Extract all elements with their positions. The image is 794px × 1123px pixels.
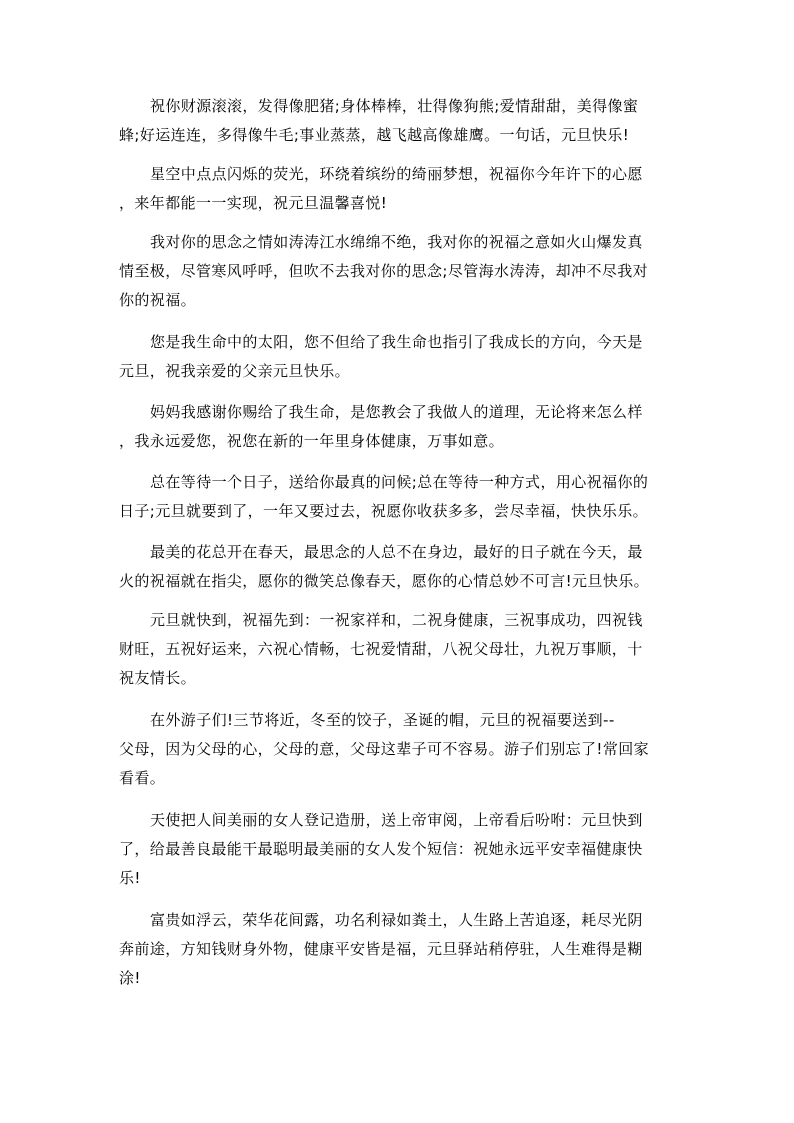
text-line: ，来年都能一一实现，祝元旦温馨喜悦! xyxy=(119,194,388,212)
text-line: 祝你财源滚滚，发得像肥猪;身体棒棒，壮得像狗熊;爱情甜甜，美得像蜜 xyxy=(150,97,639,115)
text-line: 乐! xyxy=(119,869,141,887)
text-line: 祝友情长。 xyxy=(119,669,197,687)
text-line: 在外游子们!三节将近，冬至的饺子，圣诞的帽，元旦的祝福要送到-- xyxy=(150,711,615,729)
text-line: ，我永远爱您，祝您在新的一年里身体健康，万事如意。 xyxy=(119,432,505,450)
text-line: 了，给最善良最能干最聪明最美丽的女人发个短信：祝她永远平安幸福健康快 xyxy=(119,840,643,858)
text-line: 妈妈我感谢你赐给了我生命，是您教会了我做人的道理，无论将来怎么样 xyxy=(150,403,643,421)
text-line: 天使把人间美丽的女人登记造册，送上帝审阅，上帝看后吩咐：元旦快到 xyxy=(150,811,643,829)
text-line: 父母，因为父母的心，父母的意，父母这辈子可不容易。游子们别忘了!常回家 xyxy=(119,740,650,758)
text-line: 富贵如浮云，荣华花间露，功名利禄如粪土，人生路上苦追逐，耗尽光阴 xyxy=(150,911,643,929)
paragraph-wealth-clouds xyxy=(119,906,679,993)
paragraph-spring-flowers xyxy=(119,538,679,596)
text-line: 火的祝福就在指尖，愿你的微笑总像春天，愿你的心情总妙不可言!元旦快乐。 xyxy=(119,572,650,590)
text-line: 元旦就快到，祝福先到：一祝家祥和，二祝身健康，三祝事成功，四祝钱 xyxy=(150,611,643,629)
text-line: 看看。 xyxy=(119,769,166,787)
paragraph-angel xyxy=(119,806,679,893)
text-line: 我对你的思念之情如涛涛江水绵绵不绝，我对你的祝福之意如火山爆发真 xyxy=(150,233,643,251)
text-line: 奔前途，方知钱财身外物，健康平安皆是福，元旦驿站稍停驻，人生难得是糊 xyxy=(119,940,643,958)
text-line: 最美的花总开在春天，最思念的人总不在身边，最好的日子就在今天，最 xyxy=(150,543,643,561)
paragraph-starry-wishes xyxy=(119,160,679,218)
paragraph-missing-you xyxy=(119,228,679,315)
paragraph-wealth-wishes xyxy=(119,92,679,150)
text-line: 您是我生命中的太阳，您不但给了我生命也指引了我成长的方向，今天是 xyxy=(150,333,643,351)
text-line: 总在等待一个日子，送给你最真的问候;总在等待一种方式，用心祝福你的 xyxy=(150,473,649,491)
text-line: 涂! xyxy=(119,969,141,987)
paragraph-ten-wishes xyxy=(119,606,679,693)
text-line: 情至极，尽管寒风呼呼，但吹不去我对你的思念;尽管海水涛涛，却冲不尽我对 xyxy=(119,262,649,280)
text-line: 财旺，五祝好运来，六祝心情畅，七祝爱情甜，八祝父母壮，九祝万事顺，十 xyxy=(119,640,643,658)
paragraph-waiting-day xyxy=(119,468,679,526)
text-line: 元旦，祝我亲爱的父亲元旦快乐。 xyxy=(119,362,351,380)
text-line: 日子;元旦就要到了，一年又要过去，祝愿你收获多多，尝尽幸福，快快乐乐。 xyxy=(119,502,649,520)
text-line: 星空中点点闪烁的荧光，环绕着缤纷的绮丽梦想，祝福你今年许下的心愿 xyxy=(150,165,643,183)
paragraph-mother-wishes xyxy=(119,398,679,456)
paragraph-travelers xyxy=(119,706,679,793)
text-line: 蜂;好运连连，多得像牛毛;事业蒸蒸，越飞越高像雄鹰。一句话，元旦快乐! xyxy=(119,126,630,144)
text-line: 你的祝福。 xyxy=(119,291,197,309)
paragraph-father-wishes xyxy=(119,328,679,386)
